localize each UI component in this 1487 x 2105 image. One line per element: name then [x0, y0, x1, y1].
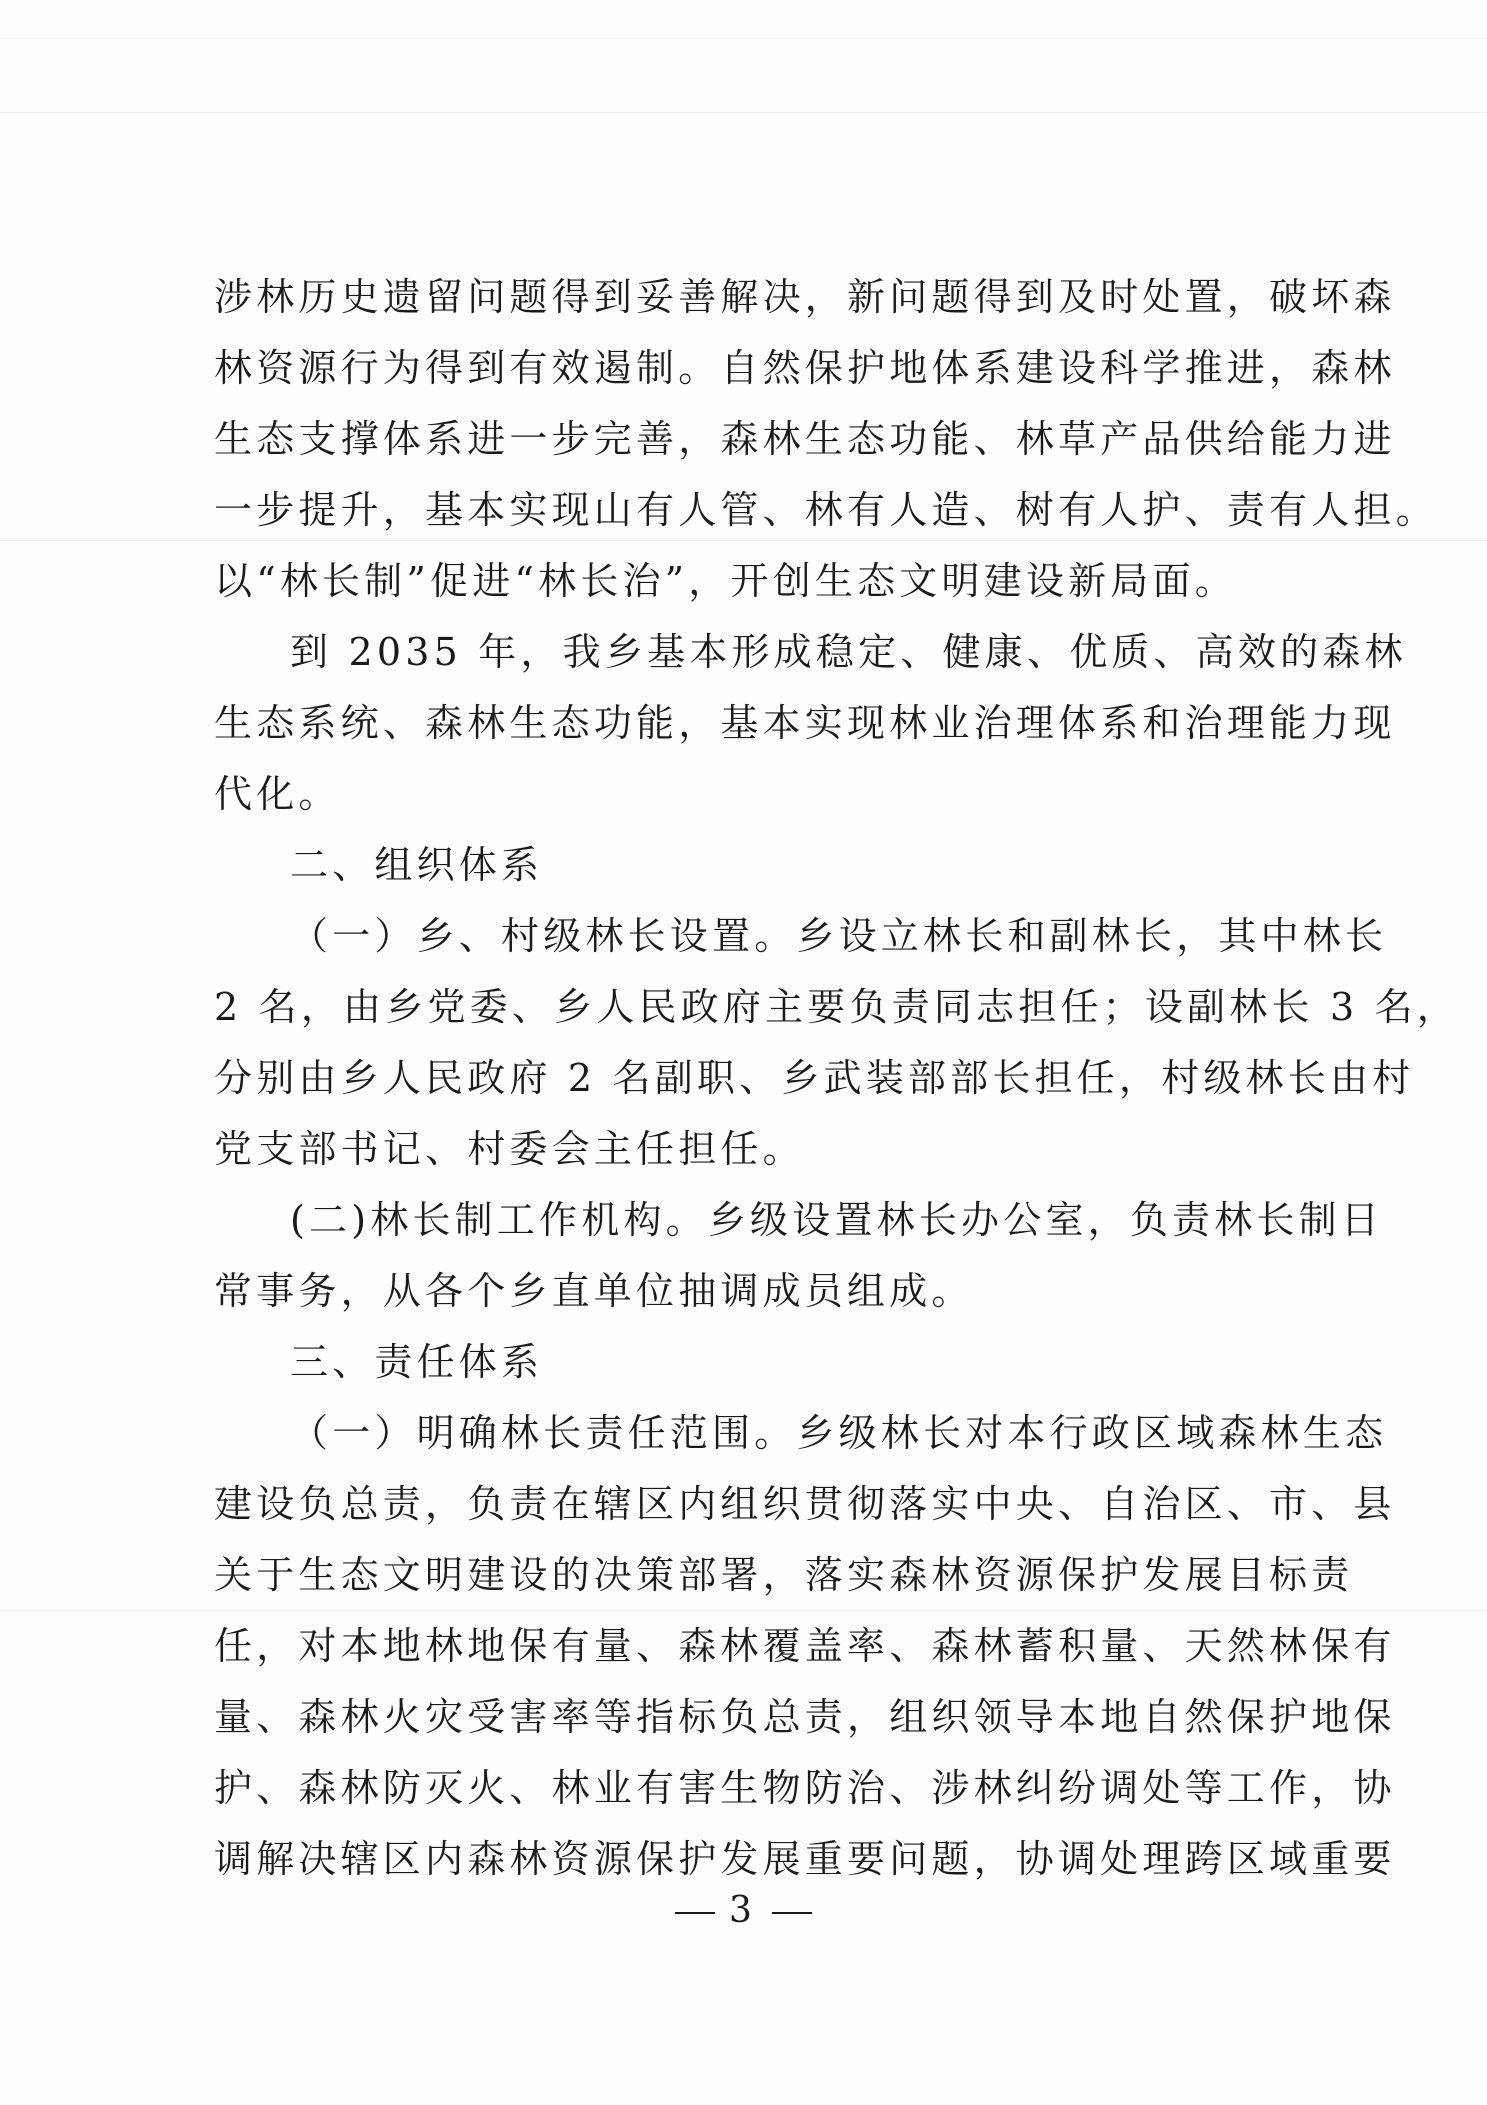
text-line: 林资源行为得到有效遏制。自然保护地体系建设科学推进，森林 — [214, 346, 1396, 390]
body-text — [214, 262, 1459, 1895]
text-line: 以“林长制”促进“林长治”，开创生态文明建设新局面。 — [214, 559, 1237, 603]
page-number — [0, 1890, 1487, 1931]
text-line: 党支部书记、村委会主任担任。 — [214, 1127, 805, 1171]
text-line: 护、森林防灭火、林业有害生物防治、涉林纠纷调处等工作，协 — [214, 1766, 1396, 1810]
paragraph-start: (二)林长制工作机构。乡级设置林长办公室，负责林长制日 — [290, 1198, 1384, 1242]
text-line: 涉林历史遗留问题得到妥善解决，新问题得到及时处置，破坏森 — [214, 275, 1396, 319]
text-line: 一步提升，基本实现山有人管、林有人造、树有人护、责有人担。 — [214, 488, 1438, 532]
text-line: 常事务，从各个乡直单位抽调成员组成。 — [214, 1269, 974, 1313]
scan-artifact — [0, 112, 1487, 113]
paragraph-start: 到 2035 年，我乡基本形成稳定、健康、优质、高效的森林 — [290, 630, 1407, 674]
paragraph-start: （一）明确林长责任范围。乡级林长对本行政区域森林生态 — [290, 1411, 1388, 1455]
page-number-dash-left — [675, 1912, 715, 1914]
text-line: 量、森林火灾受害率等指标负总责，组织领导本地自然保护地保 — [214, 1695, 1396, 1739]
page-number-value: 3 — [729, 1890, 758, 1931]
section-heading-organization: 二、组织体系 — [290, 843, 544, 887]
text-line: 任，对本地林地保有量、森林覆盖率、森林蓄积量、天然林保有 — [214, 1624, 1396, 1668]
paragraph-start: （一）乡、村级林长设置。乡设立林长和副林长，其中林长 — [290, 914, 1388, 958]
section-heading-responsibility: 三、责任体系 — [290, 1340, 544, 1384]
text-line: 2 名，由乡党委、乡人民政府主要负责同志担任；设副林长 3 名， — [214, 985, 1459, 1029]
text-line: 关于生态文明建设的决策部署，落实森林资源保护发展目标责 — [214, 1553, 1354, 1597]
scan-artifact — [0, 38, 1487, 39]
page-number-dash-right — [772, 1912, 812, 1914]
text-line: 生态系统、森林生态功能，基本实现林业治理体系和治理能力现 — [214, 701, 1396, 745]
text-line: 调解决辖区内森林资源保护发展重要问题，协调处理跨区域重要 — [214, 1837, 1396, 1881]
text-line: 建设负总责，负责在辖区内组织贯彻落实中央、自治区、市、县 — [214, 1482, 1396, 1526]
text-line: 代化。 — [214, 772, 341, 816]
text-line: 分别由乡人民政府 2 名副职、乡武装部部长担任，村级林长由村 — [214, 1056, 1415, 1100]
text-line: 生态支撑体系进一步完善，森林生态功能、林草产品供给能力进 — [214, 417, 1396, 461]
